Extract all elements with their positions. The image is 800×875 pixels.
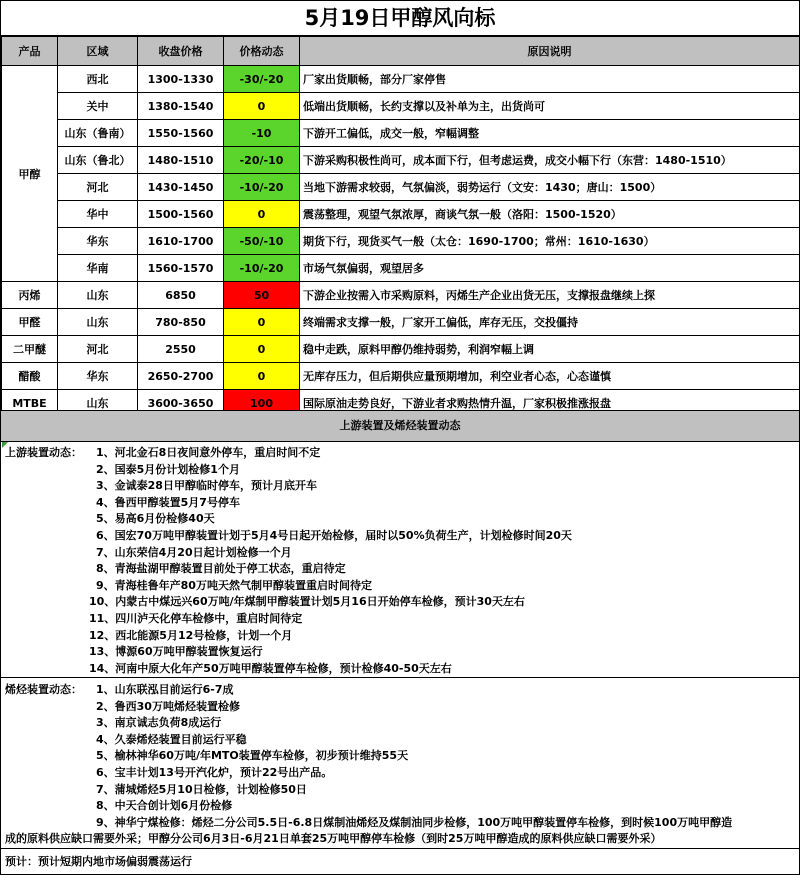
- price-cell: 2550: [138, 336, 224, 363]
- reason-cell: 下游采购积极性尚可，成本面下行，但考虑运费，成交小幅下行（东营：1480-1510）: [300, 147, 800, 174]
- reason-cell: 低端出货顺畅，长约支撑以及补单为主，出货尚可: [300, 93, 800, 120]
- region-cell: 华东: [58, 228, 138, 255]
- price-table: [1, 36, 800, 417]
- product-cell: 丙烯: [2, 282, 58, 309]
- table-row: [2, 147, 800, 174]
- list-item: 5、易高6月份检修40天: [96, 512, 215, 526]
- forecast-text: 预计：预计短期内地市场偏弱震荡运行: [5, 855, 192, 868]
- list-item: 9、青海桂鲁年产80万吨天然气制甲醇装置重启时间待定: [96, 578, 372, 592]
- change-cell: 0: [224, 201, 300, 228]
- table-row: [2, 282, 800, 309]
- price-cell: 1500-1560: [138, 201, 224, 228]
- list-item: 2、鲁西30万吨烯烃装置检修: [96, 699, 240, 713]
- olefin-dynamics: [1, 678, 799, 849]
- table-row: [2, 201, 800, 228]
- list-item: 7、山东荣信4月20日起计划检修一个月: [96, 545, 292, 559]
- list-item-continuation: 成的原料供应缺口需要外采；甲醇分公司6月3日-6月21日单套25万吨甲醇停车检修（到时25万吨甲醇造成的原料供应缺口需要外采）: [5, 832, 662, 846]
- region-cell: 河北: [58, 174, 138, 201]
- change-cell: -10/-20: [224, 255, 300, 282]
- table-row: [2, 363, 800, 390]
- table-row: [2, 66, 800, 93]
- price-cell: 1480-1510: [138, 147, 224, 174]
- price-cell: 6850: [138, 282, 224, 309]
- table-row: [2, 255, 800, 282]
- other-products-group: [2, 282, 800, 417]
- price-cell: 1550-1560: [138, 120, 224, 147]
- region-cell: 河北: [58, 336, 138, 363]
- table-header-row: [2, 37, 800, 66]
- price-cell: 1610-1700: [138, 228, 224, 255]
- region-cell: 山东（鲁北）: [58, 147, 138, 174]
- product-cell: 二甲醚: [2, 336, 58, 363]
- product-cell: 甲醇: [2, 66, 58, 282]
- change-cell: 50: [224, 282, 300, 309]
- region-cell: 华东: [58, 363, 138, 390]
- reason-cell: 期货下行，现货买气一般（太仓：1690-1700；常州：1610-1630）: [300, 228, 800, 255]
- price-cell: 2650-2700: [138, 363, 224, 390]
- list-item: 6、宝丰计划13号开汽化炉，预计22号出产品。: [96, 766, 333, 779]
- list-item: 5、榆林神华60万吨/年MTO装置停车检修，初步预计维持55天: [96, 749, 409, 763]
- change-cell: 0: [224, 336, 300, 363]
- region-cell: 山东: [58, 309, 138, 336]
- region-cell: 华中: [58, 201, 138, 228]
- change-cell: -20/-10: [224, 147, 300, 174]
- list-item: 12、西北能源5月12号检修，计划一个月: [89, 628, 293, 642]
- region-cell: 华南: [58, 255, 138, 282]
- list-item: 10、内蒙古中煤远兴60万吨/年煤制甲醇装置计划5月16日开始停车检修，预计30天左右: [89, 595, 525, 609]
- table-row: [2, 309, 800, 336]
- list-item: 8、中天合创计划6月份检修: [96, 799, 233, 813]
- list-item: 3、南京诚志负荷8成运行: [96, 716, 222, 730]
- change-cell: 100: [224, 390, 300, 417]
- reason-cell: 当地下游需求较弱，气氛偏淡，弱势运行（文安：1430；唐山：1500）: [300, 174, 800, 201]
- price-cell: 1380-1540: [138, 93, 224, 120]
- list-item: 4、久泰烯烃装置目前运行平稳: [96, 732, 247, 746]
- region-cell: 山东（鲁南）: [58, 120, 138, 147]
- price-cell: 780-850: [138, 309, 224, 336]
- table-row: [2, 336, 800, 363]
- change-cell: -10: [224, 120, 300, 147]
- table-row: [2, 93, 800, 120]
- list-item: 1、河北金石8日夜间意外停车，重启时间不定: [96, 446, 321, 459]
- forecast: [1, 849, 799, 873]
- olefin-label: 烯烃装置动态：: [5, 683, 82, 696]
- upstream-dynamics: [1, 441, 799, 678]
- list-item: 1、山东联泓目前运行6-7成: [96, 683, 234, 696]
- change-cell: 0: [224, 93, 300, 120]
- upstream-label: 上游装置动态：: [5, 446, 82, 459]
- reason-cell: 下游企业按需入市采购原料，丙烯生产企业出货无压，支撑报盘继续上探: [300, 282, 800, 309]
- header-price: 收盘价格: [138, 37, 224, 66]
- change-cell: -30/-20: [224, 66, 300, 93]
- header-region: 区域: [58, 37, 138, 66]
- list-item: 8、青海盐湖甲醇装置目前处于停工状态，重启待定: [96, 562, 346, 576]
- list-item: 7、蒲城烯烃5月10日检修，计划检修50日: [96, 782, 307, 796]
- product-cell: MTBE: [2, 390, 58, 417]
- reason-cell: 震荡整理，观望气氛浓厚，商谈气氛一般（洛阳：1500-1520）: [300, 201, 800, 228]
- price-cell: 1560-1570: [138, 255, 224, 282]
- change-cell: -50/-10: [224, 228, 300, 255]
- price-cell: 3600-3650: [138, 390, 224, 417]
- header-product: 产品: [2, 37, 58, 66]
- region-cell: 山东: [58, 282, 138, 309]
- reason-cell: 国际原油走势良好，下游业者求购热情升温，厂家积极推涨报盘: [300, 390, 800, 417]
- reason-cell: 厂家出货顺畅，部分厂家停售: [300, 66, 800, 93]
- list-item: 4、鲁西甲醇装置5月7号停车: [96, 495, 240, 509]
- reason-cell: 终端需求支撑一般，厂家开工偏低，库存无压，交投僵持: [300, 309, 800, 336]
- region-cell: 山东: [58, 390, 138, 417]
- methanol-group: [2, 66, 800, 282]
- table-row: [2, 120, 800, 147]
- reason-cell: 无库存压力，但后期供应量预期增加，利空业者心态，心态谨慎: [300, 363, 800, 390]
- list-item: 6、国宏70万吨甲醇装置计划于5月4号日起开始检修，届时以50%负荷生产，计划检修时间20天: [96, 529, 572, 542]
- list-item: 14、河南中原大化年产50万吨甲醇装置停车检修，预计检修40-50天左右: [89, 661, 452, 675]
- page-title: 5月19日甲醇风向标: [1, 1, 799, 36]
- change-cell: -10/-20: [224, 174, 300, 201]
- table-row: [2, 174, 800, 201]
- reason-cell: 稳中走跌，原料甲醇仍维持弱势，利润窄幅上调: [300, 336, 800, 363]
- list-item: 2、国泰5月份计划检修1个月: [96, 462, 240, 476]
- price-cell: 1300-1330: [138, 66, 224, 93]
- product-cell: 甲醛: [2, 309, 58, 336]
- price-cell: 1430-1450: [138, 174, 224, 201]
- region-cell: 关中: [58, 93, 138, 120]
- product-cell: 醋酸: [2, 363, 58, 390]
- region-cell: 西北: [58, 66, 138, 93]
- header-change: 价格动态: [224, 37, 300, 66]
- list-item: 3、金诚泰28日甲醇临时停车，预计月底开车: [96, 479, 317, 493]
- change-cell: 0: [224, 309, 300, 336]
- list-item: 13、博源60万吨甲醇装置恢复运行: [89, 645, 263, 659]
- list-item: 11、四川泸天化停车检修中，重启时间待定: [89, 612, 303, 625]
- list-item: 9、神华宁煤检修：烯烃二分公司5.5日-6.8日煤制油烯烃及煤制油同步检修，100万吨甲醇装置停车检修，到时候100万吨甲醇造: [96, 815, 733, 829]
- section-title: 上游装置及烯烃装置动态: [1, 410, 799, 442]
- change-cell: 0: [224, 363, 300, 390]
- table-row: [2, 228, 800, 255]
- header-reason: 原因说明: [300, 37, 800, 66]
- reason-cell: 市场气氛偏弱，观望居多: [300, 255, 800, 282]
- reason-cell: 下游开工偏低，成交一般，窄幅调整: [300, 120, 800, 147]
